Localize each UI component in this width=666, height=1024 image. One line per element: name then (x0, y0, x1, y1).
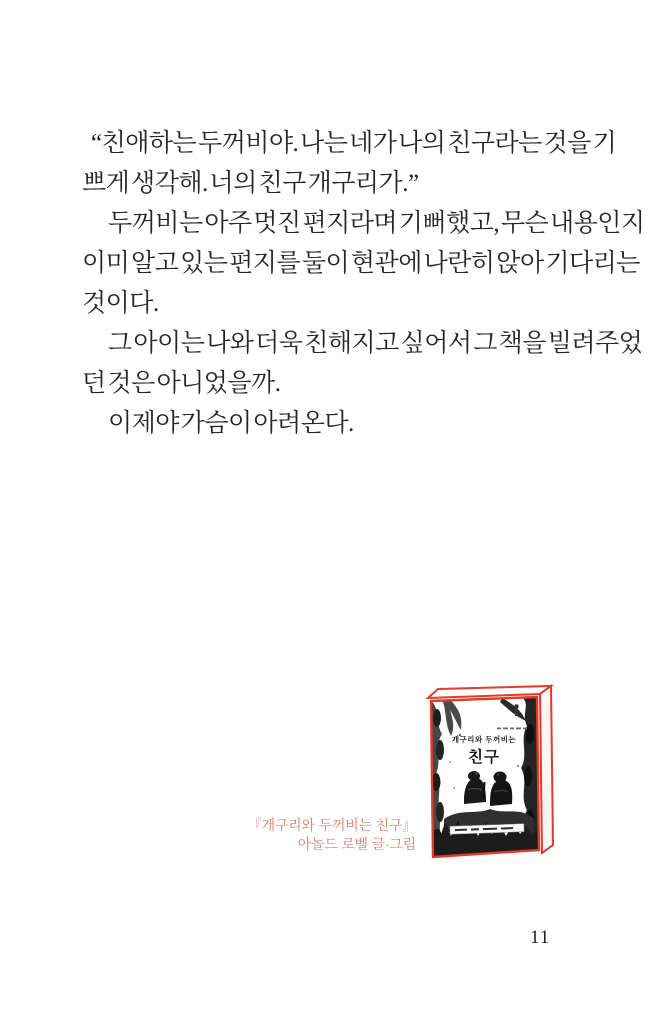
body-line: 것이다. (82, 290, 159, 317)
body-line: 이미 알고 있는 편지를 둘이 현관에 나란히 앉아 기다리는 (82, 250, 640, 277)
body-line: 던 것은 아니었을까. (82, 370, 281, 397)
body-text (82, 124, 645, 444)
cover-title-small: 개구리와 두꺼비는 (451, 735, 517, 744)
body-line: 그 아이는 나와 더욱 친해지고 싶어서 그 책을 빌려주었 (108, 330, 643, 357)
body-line: 쁘게 생각해. 너의 친구 개구리가.” (82, 170, 419, 197)
book-caption (248, 816, 416, 854)
body-line: “친애하는 두꺼비야. 나는 네가 나의 친구라는 것을 기 (91, 130, 617, 157)
cover-title-large: 친구 (468, 749, 500, 766)
caption-title: 『개구리와 두꺼비는 친구』 (247, 817, 416, 833)
body-line: 두꺼비는 아주 멋진 편지라며 기뻐했고, 무슨 내용인지 (108, 210, 645, 237)
page-number: 11 (530, 927, 551, 948)
body-line: 이제야 가슴이 아려온다. (108, 410, 354, 437)
book-side-face (540, 686, 553, 853)
frog-and-toad-book-icon (420, 678, 566, 868)
caption-author: 아놀드 로벨 글·그림 (297, 836, 416, 852)
book-cover-illustration (420, 678, 566, 868)
